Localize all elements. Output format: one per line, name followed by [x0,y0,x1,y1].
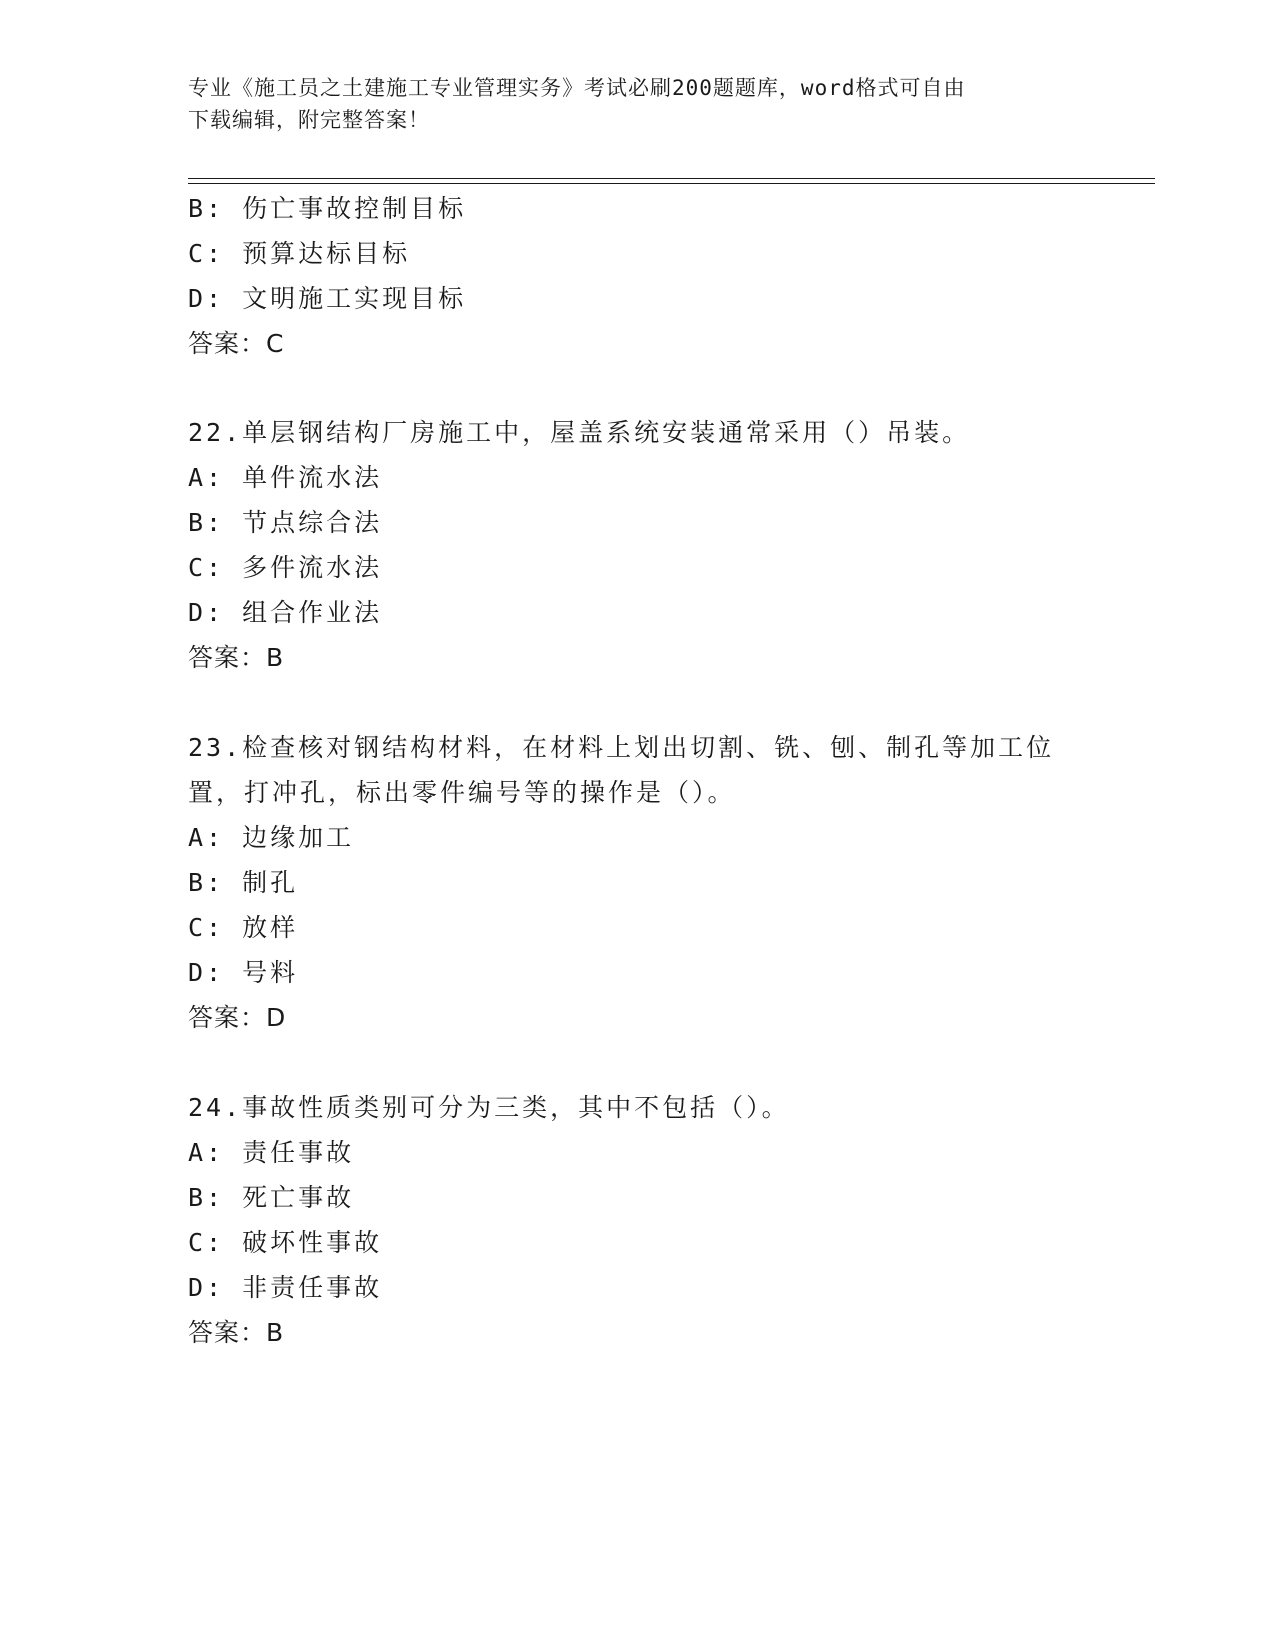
document-header [188,72,1068,136]
header-line-1: 专业《施工员之土建施工专业管理实务》考试必刷200题题库，word格式可自由 [188,76,966,100]
q23-option-b: B: 制孔 [188,868,299,897]
q21-answer: 答案：C [188,329,285,358]
q24-question: 24.事故性质类别可分为三类，其中不包括（）。 [188,1093,790,1122]
q24-answer: 答案：B [188,1318,285,1347]
q24-option-a: A: 责任事故 [188,1138,355,1167]
q23-option-d: D: 号料 [188,958,299,987]
q23-question-line-2: 置，打冲孔，标出零件编号等的操作是（）。 [188,778,736,807]
q23-question-line-1: 23.检查核对钢结构材料，在材料上划出切割、铣、刨、制孔等加工位 [188,733,1055,762]
header-divider-top [188,178,1155,179]
q21-option-c: C: 预算达标目标 [188,239,411,268]
q22-question: 22.单层钢结构厂房施工中，屋盖系统安装通常采用（）吊装。 [188,418,971,447]
q23-answer: 答案：D [188,1003,287,1032]
header-divider-bottom [188,183,1155,184]
q24-option-d: D: 非责任事故 [188,1273,383,1302]
q24-option-b: B: 死亡事故 [188,1183,355,1212]
q24-option-c: C: 破坏性事故 [188,1228,383,1257]
q23-option-a: A: 边缘加工 [188,823,355,852]
q22-option-c: C: 多件流水法 [188,553,383,582]
q23-option-c: C: 放样 [188,913,299,942]
q21-option-d: D: 文明施工实现目标 [188,284,467,313]
q22-answer: 答案：B [188,643,285,672]
q22-option-a: A: 单件流水法 [188,463,383,492]
header-line-2: 下载编辑，附完整答案！ [188,108,430,132]
q22-option-b: B: 节点综合法 [188,508,383,537]
q21-option-b: B: 伤亡事故控制目标 [188,194,467,223]
q22-option-d: D: 组合作业法 [188,598,383,627]
